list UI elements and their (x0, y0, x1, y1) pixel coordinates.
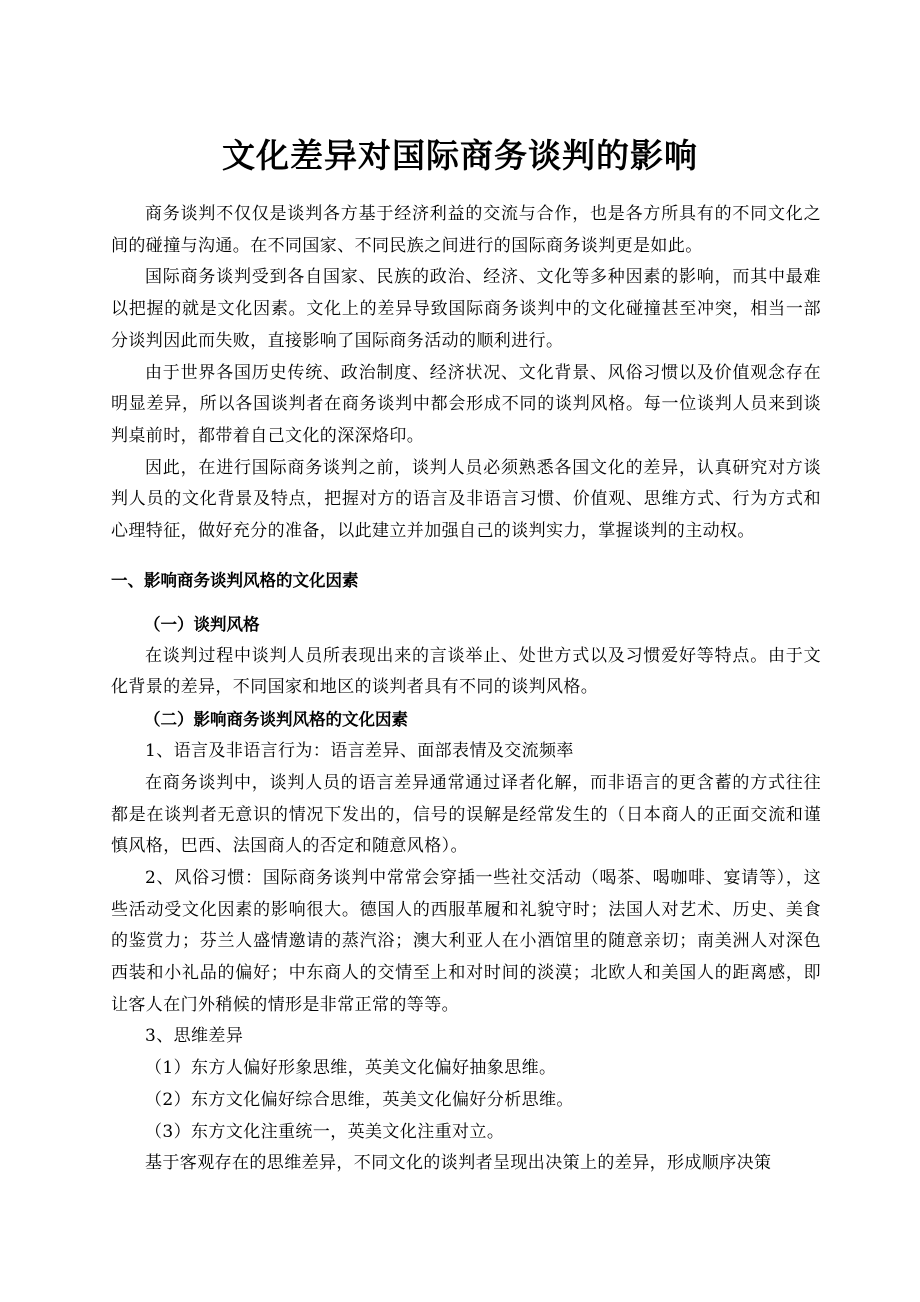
intro-paragraph-3: 由于世界各国历史传统、政治制度、经济状况、文化背景、风俗习惯以及价值观念存在明显差异，所以各国谈判者在商务谈判中都会形成不同的谈判风格。每一位谈判人员来到谈判桌前时，都带着自己文化的深深烙印。 (111, 362, 821, 446)
item-3-text: 基于客观存在的思维差异，不同文化的谈判者呈现出决策上的差异，形成顺序决策 (145, 1153, 772, 1174)
subsection-2-heading: （二）影响商务谈判风格的文化因素 (144, 710, 408, 730)
item-2-text: 2、风俗习惯：国际商务谈判中常常会穿插一些社交活动（喝茶、喝咖啡、宴请等），这些活动受文化因素的影响很大。德国人的西服革履和礼貌守时；法国人对艺术、历史、美食的鉴赏力；芬兰人盛情邀请的蒸汽浴；澳大利亚人在小酒馆里的随意亲切；南美洲人对深色西装和小礼品的偏好；中东商人的交情至上和对时间的淡漠；北欧人和美国人的距离感，即让客人在门外稍候的情形是非常正常的等等。 (111, 867, 821, 1015)
item-3-point-2: （2）东方文化偏好综合思维，英美文化偏好分析思维。 (145, 1089, 574, 1110)
item-1-text: 在商务谈判中，谈判人员的语言差异通常通过译者化解，而非语言的更含蓄的方式往往都是在谈判者无意识的情况下发出的，信号的误解是经常发生的（日本商人的正面交流和谨慎风格，巴西、法国商人的否定和随意风格）。 (111, 772, 821, 857)
subsection-1-heading: （一）谈判风格 (144, 614, 260, 634)
item-3-title: 3、思维差异 (145, 1026, 244, 1047)
item-3-point-3: （3）东方文化注重统一，英美文化注重对立。 (145, 1121, 505, 1142)
document-title: 文化差异对国际商务谈判的影响 (222, 136, 698, 175)
item-1-title: 1、语言及非语言行为：语言差异、面部表情及交流频率 (145, 741, 574, 762)
section-1-heading: 一、影响商务谈判风格的文化因素 (111, 570, 359, 590)
item-3-point-1: （1）东方人偏好形象思维，英美文化偏好抽象思维。 (145, 1058, 557, 1079)
subsection-1-text: 在谈判过程中谈判人员所表现出来的言谈举止、处世方式以及习惯爱好等特点。由于文化背景的差异，不同国家和地区的谈判者具有不同的谈判风格。 (111, 645, 821, 698)
intro-paragraph-2: 国际商务谈判受到各自国家、民族的政治、经济、文化等多种因素的影响，而其中最难以把握的就是文化因素。文化上的差异导致国际商务谈判中的文化碰撞甚至冲突，相当一部分谈判因此而失败，直接影响了国际商务活动的顺利进行。 (111, 267, 821, 351)
intro-paragraph-1: 商务谈判不仅仅是谈判各方基于经济利益的交流与合作，也是各方所具有的不同文化之间的碰撞与沟通。在不同国家、不同民族之间进行的国际商务谈判更是如此。 (111, 204, 821, 256)
document-body (111, 199, 821, 1180)
intro-paragraph-4: 因此，在进行国际商务谈判之前，谈判人员必须熟悉各国文化的差异，认真研究对方谈判人员的文化背景及特点，把握对方的语言及非语言习惯、价值观、思维方式、行为方式和心理特征，做好充分的准备，以此建立并加强自己的谈判实力，掌握谈判的主动权。 (111, 457, 821, 542)
